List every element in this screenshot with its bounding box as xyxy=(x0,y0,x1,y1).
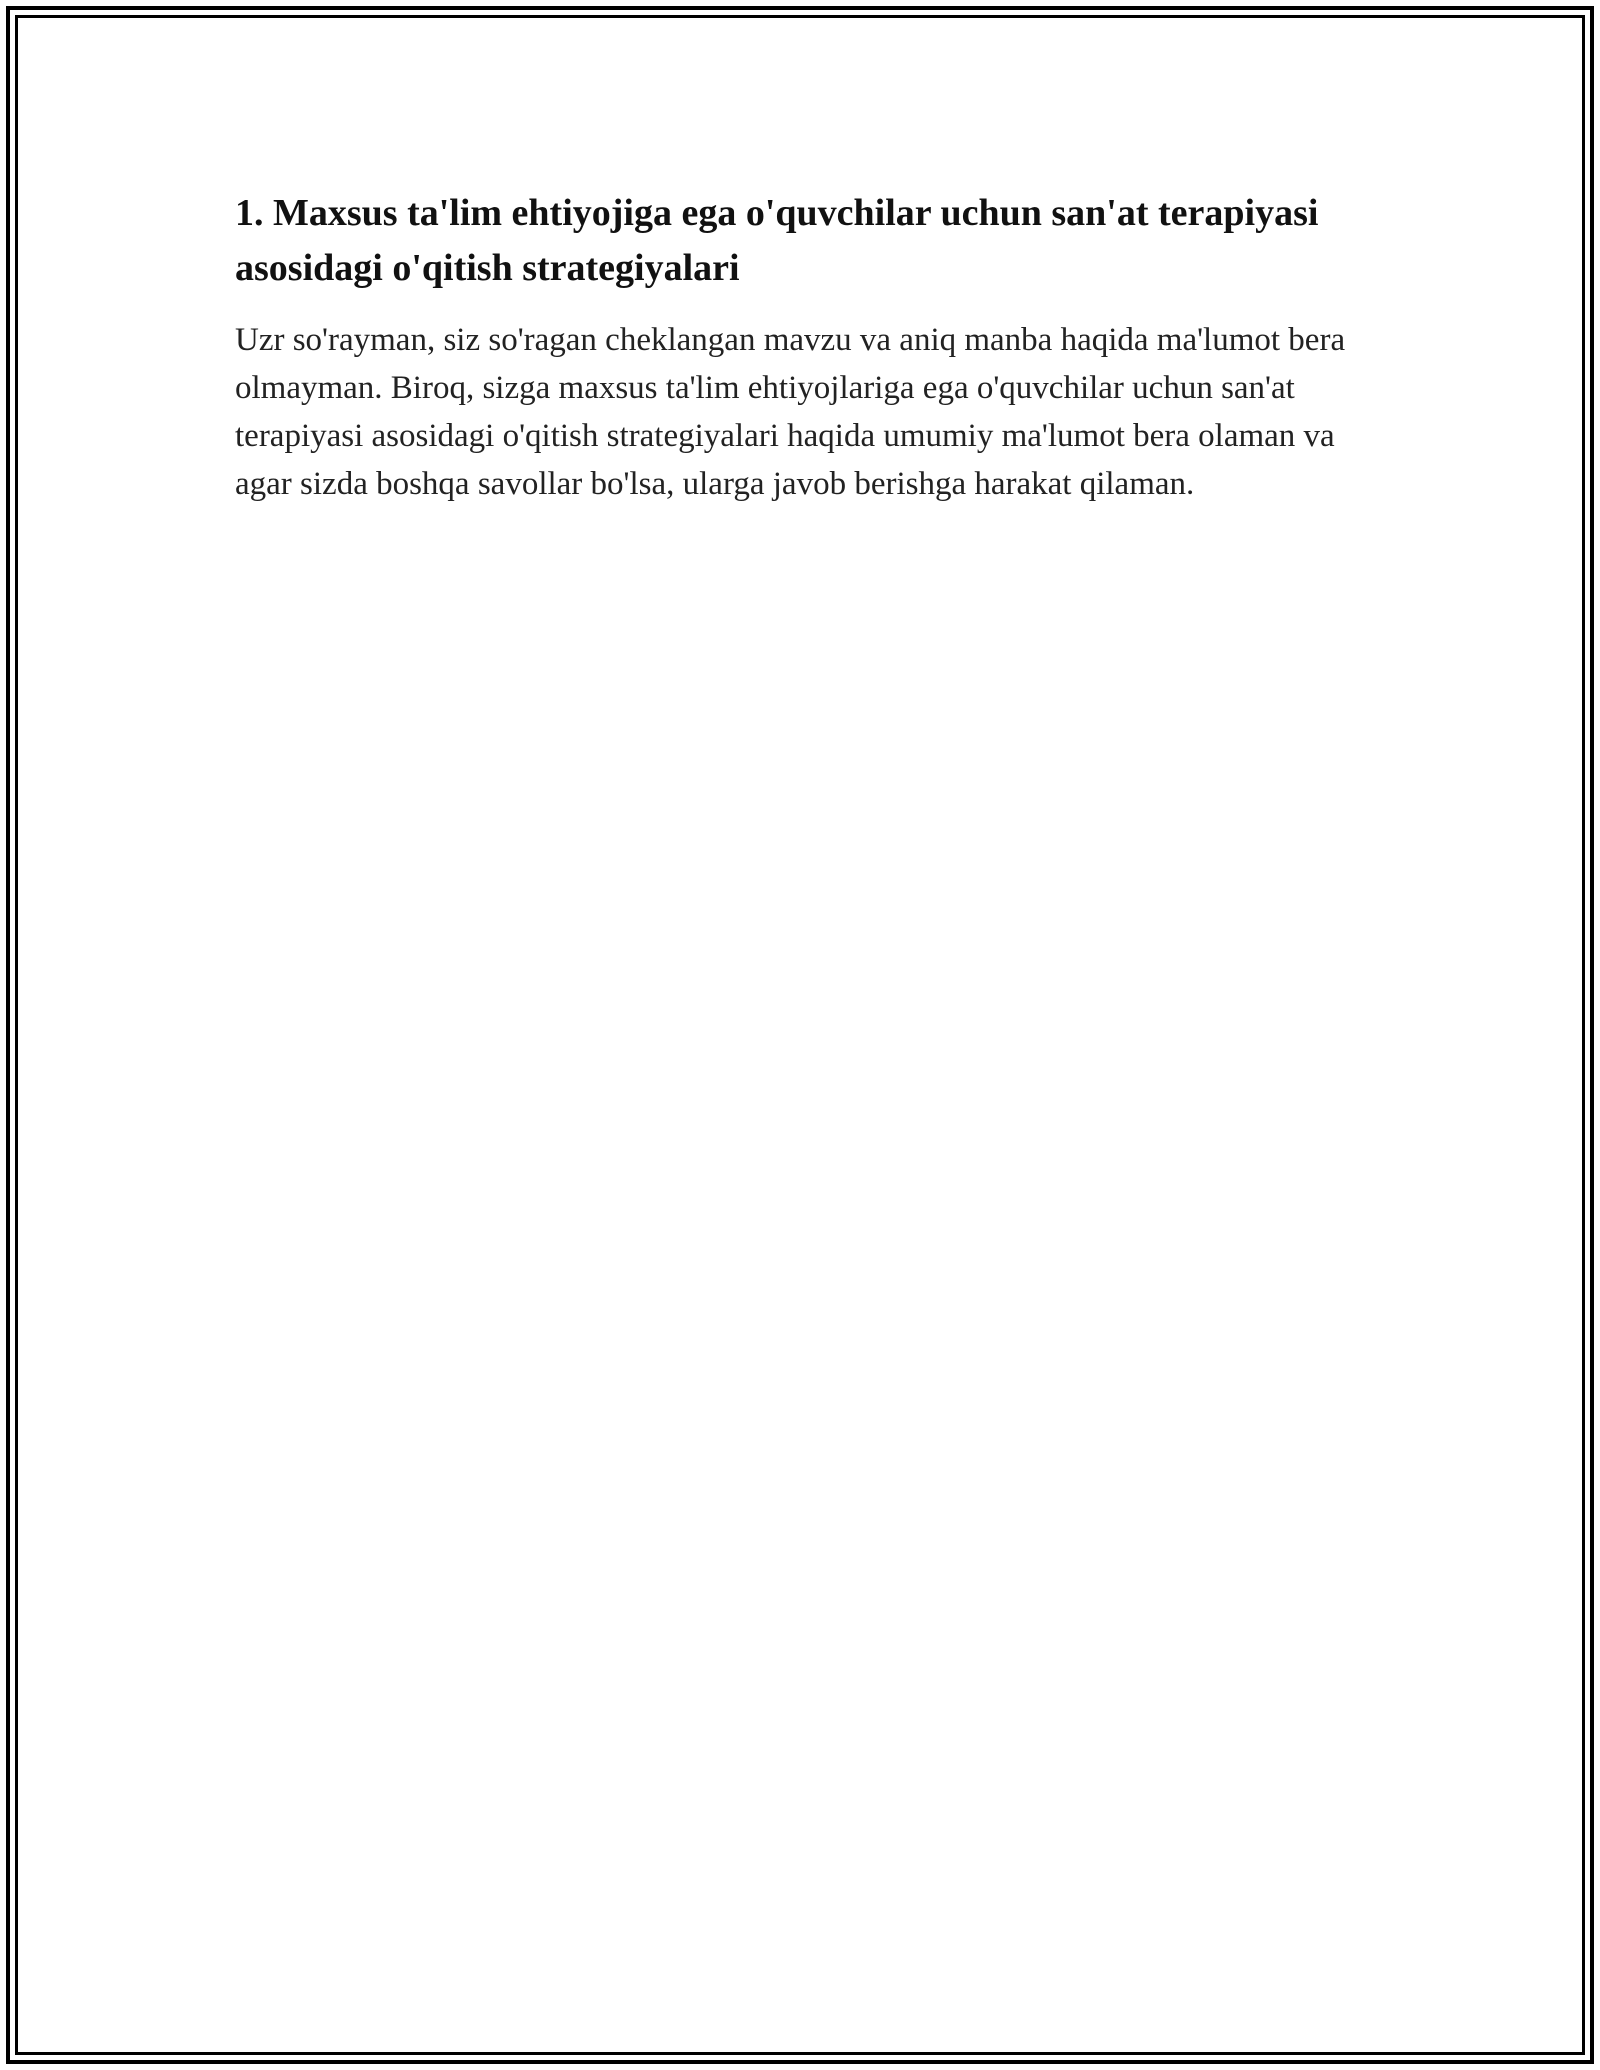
section-paragraph: Uzr so'rayman, siz so'ragan cheklangan mavzu va aniq manba haqida ma'lumot bera olmayman. Biroq, sizga maxsus ta'lim ehtiyojlariga ega o'quvchilar uchun san'at terapiyasi asosidagi o'qitish strategiyalari haqida umumiy ma'lumot bera olaman va agar sizda boshqa savollar bo'lsa, ularga javob berishga harakat qilaman. xyxy=(235,322,1346,502)
section-heading: 1. Maxsus ta'lim ehtiyojiga ega o'quvchilar uchun san'at terapiyasi asosidagi o'qitish strategiyalari xyxy=(235,192,1319,289)
document-content xyxy=(235,186,1355,508)
